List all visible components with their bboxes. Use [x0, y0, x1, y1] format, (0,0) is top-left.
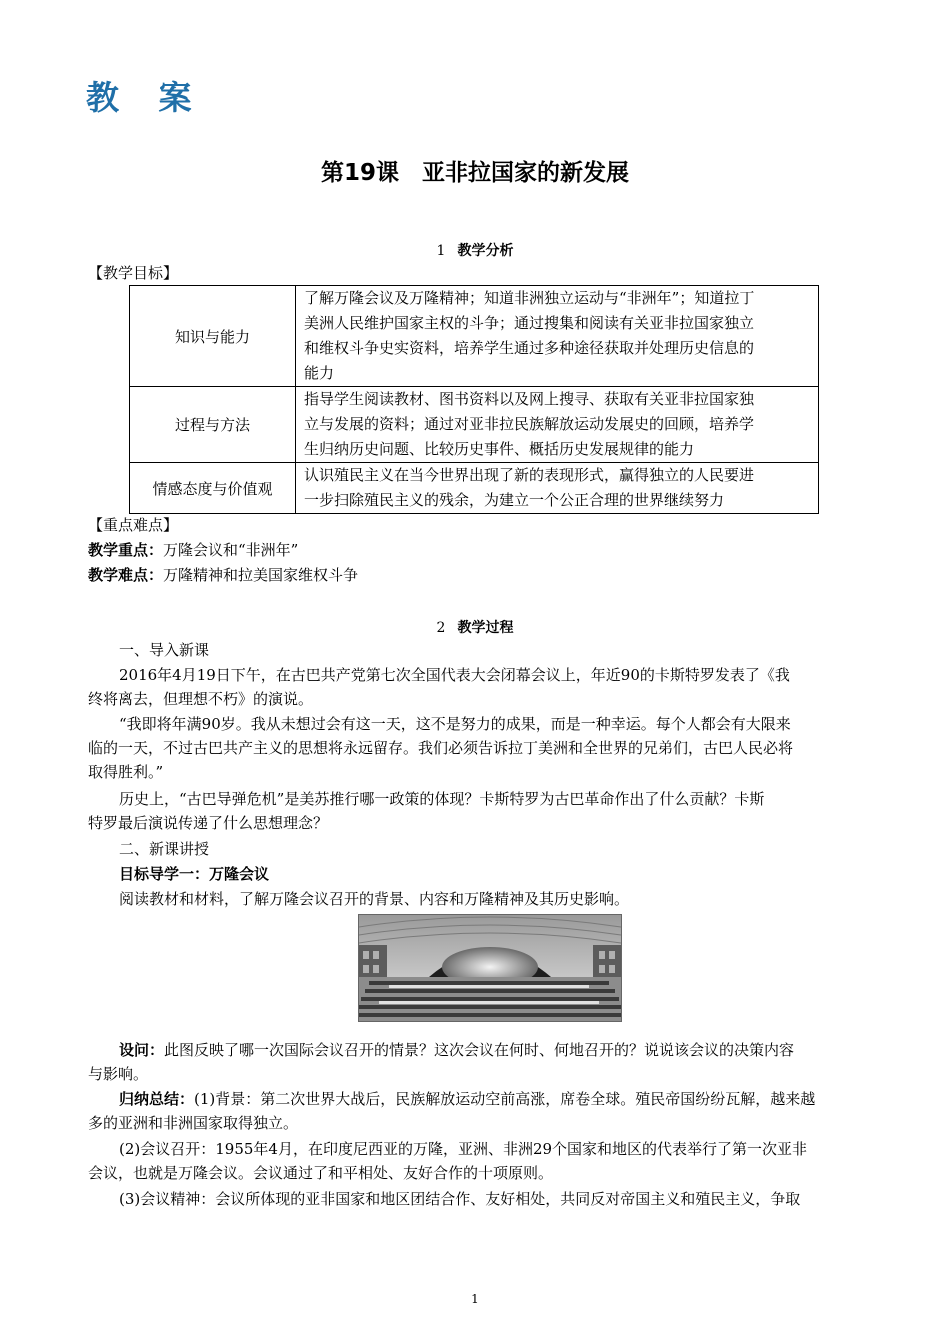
text-line: 终将离去，但理想不朽》的演说。: [88, 690, 314, 708]
question-block: [88, 1038, 794, 1086]
question-label: 设问：: [119, 1041, 165, 1059]
section-title: 教学分析: [457, 243, 514, 259]
text-line: 取得胜利。”: [88, 763, 164, 781]
section-heading-analysis: [0, 240, 950, 260]
bandung-conference-photo: [358, 914, 622, 1022]
text-line: “我即将年满90岁。我从未想过会有这一天，这不是努力的成果，而是一种幸运。每个人都会有大限来: [119, 715, 791, 733]
page-number: 1: [471, 1292, 479, 1306]
goals-row-label: 知识与能力: [130, 286, 296, 387]
desc-line: 能力: [304, 364, 335, 382]
desc-line: 一步扫除殖民主义的残余，为建立一个公正合理的世界继续努力: [304, 491, 725, 509]
section-number: 1: [436, 243, 446, 259]
text-line: [88, 1038, 794, 1062]
section-number: 2: [436, 620, 446, 636]
goals-row-description: [296, 286, 819, 387]
intro-quote: [88, 712, 793, 784]
goals-row-label: 情感态度与价值观: [130, 463, 296, 514]
section-heading-process: [0, 617, 950, 637]
text-line: 会议，也就是万隆会议。会议通过了和平相处、友好合作的十项原则。: [88, 1164, 554, 1182]
question-text: 此图反映了哪一次国际会议召开的情景？这次会议在何时、何地召开的？说说该会议的决策内容: [164, 1041, 795, 1059]
teaching-goals-table: [129, 285, 819, 514]
key-difficult-label: 【重点难点】: [88, 516, 179, 534]
difficult-point: [88, 563, 358, 587]
conference-hall-image: [359, 915, 621, 1021]
summary-point-2: [88, 1137, 807, 1185]
document-header-word: 教 案: [86, 78, 206, 117]
goals-row-description: [296, 387, 819, 463]
goal1-heading: 目标导学一：万隆会议: [119, 865, 270, 883]
desc-line: 美洲人民维护国家主权的斗争；通过搜集和阅读有关亚非拉国家独立: [304, 314, 755, 332]
goals-row-label: 过程与方法: [130, 387, 296, 463]
summary-label: 归纳总结：: [119, 1090, 195, 1108]
summary-block: [88, 1087, 815, 1135]
lesson-title: 第19课 亚非拉国家的新发展: [320, 160, 629, 186]
key-point-label: 教学重点：: [88, 541, 164, 559]
text-line: 临的一天，不过古巴共产主义的思想将永远留存。我们必须告诉拉丁美洲和全世界的兄弟们，古巴人民必将: [88, 739, 794, 757]
desc-line: 认识殖民主义在当今世界出现了新的表现形式，赢得独立的人民要进: [304, 466, 755, 484]
new-lesson-heading: 二、新课讲授: [119, 840, 210, 858]
text-line: 2016年4月19日下午，在古巴共产党第七次全国代表大会闭幕会议上，年近90的卡斯特罗发表了《我: [119, 666, 790, 684]
key-point-text: 万隆会议和“非洲年”: [163, 541, 299, 559]
text-line: [88, 1087, 815, 1111]
text-line: 历史上，“古巴导弹危机”是美苏推行哪一政策的体现？卡斯特罗为古巴革命作出了什么贡献？卡斯: [119, 790, 765, 808]
desc-line: 了解万隆会议及万隆精神；知道非洲独立运动与“非洲年”；知道拉丁: [304, 289, 755, 307]
intro-paragraph-2: [88, 787, 764, 835]
goal1-text: 阅读教材和材料，了解万隆会议召开的背景、内容和万隆精神及其历史影响。: [119, 890, 630, 908]
desc-line: 和维权斗争史实资料，培养学生通过多种途径获取并处理历史信息的: [304, 339, 755, 357]
difficult-point-text: 万隆精神和拉美国家维权斗争: [163, 566, 359, 584]
goals-row-knowledge: [130, 286, 819, 387]
summary-text: (1)背景：第二次世界大战后，民族解放运动空前高涨，席卷全球。殖民帝国纷纷瓦解，越来越: [194, 1090, 816, 1108]
desc-line: 指导学生阅读教材、图书资料以及网上搜寻、获取有关亚非拉国家独: [304, 390, 755, 408]
summary-point-3: (3)会议精神：会议所体现的亚非国家和地区团结合作、友好相处，共同反对帝国主义和殖民主义，争取: [119, 1190, 801, 1208]
text-line: 特罗最后演说传递了什么思想理念？: [88, 814, 329, 832]
goals-row-process: [130, 387, 819, 463]
desc-line: 生归纳历史问题、比较历史事件、概括历史发展规律的能力: [304, 440, 695, 458]
intro-heading: 一、导入新课: [119, 641, 210, 659]
goals-row-attitude: [130, 463, 819, 514]
desc-line: 立与发展的资料；通过对亚非拉民族解放运动发展史的回顾，培养学: [304, 415, 755, 433]
goals-label: 【教学目标】: [88, 264, 179, 282]
key-point: [88, 538, 298, 562]
section-title: 教学过程: [457, 620, 514, 636]
difficult-point-label: 教学难点：: [88, 566, 164, 584]
text-line: (2)会议召开：1955年4月，在印度尼西亚的万隆，亚洲、非洲29个国家和地区的代表举行了第一次亚非: [119, 1140, 808, 1158]
goals-row-description: [296, 463, 819, 514]
text-line: 多的亚洲和非洲国家取得独立。: [88, 1114, 299, 1132]
text-line: 与影响。: [88, 1065, 149, 1083]
intro-paragraph-1: [88, 663, 790, 711]
